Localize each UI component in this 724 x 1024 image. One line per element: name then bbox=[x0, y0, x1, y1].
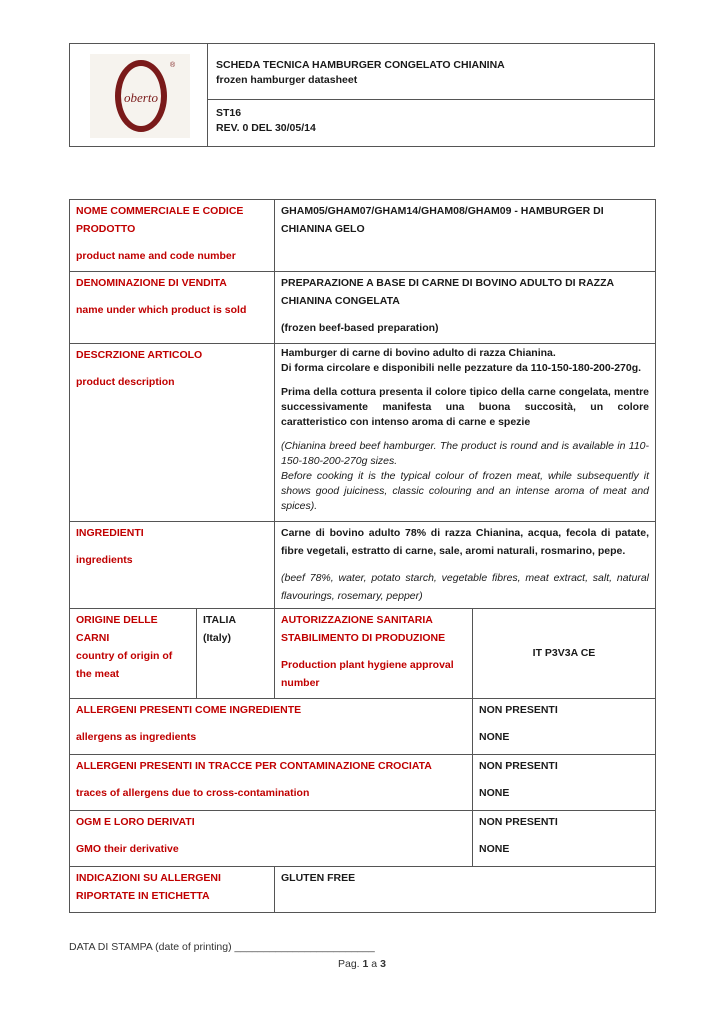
gmo-value-it: NON PRESENTI bbox=[479, 816, 558, 828]
print-date-line: DATA DI STAMPA (date of printing) ________________________ bbox=[69, 941, 375, 953]
row-product-name bbox=[70, 200, 656, 272]
description-label-en: product description bbox=[76, 376, 175, 388]
description-english-1: (Chianina breed beef hamburger. The product is round and is available in 110-150-180-200-270g sizes. bbox=[281, 440, 649, 467]
registered-mark: ® bbox=[170, 62, 176, 69]
row-description bbox=[70, 344, 656, 522]
allergens-label-it: ALLERGENI PRESENTI COME INGREDIENTE bbox=[76, 704, 302, 716]
row-sale-name bbox=[70, 272, 656, 344]
document-revision: REV. 0 DEL 30/05/14 bbox=[216, 121, 316, 134]
origin-label-en: country of origin of the meat bbox=[76, 650, 173, 680]
gmo-label-en: GMO their derivative bbox=[76, 843, 179, 855]
sale-name-value-en: (frozen beef-based preparation) bbox=[281, 322, 439, 334]
row-allergens bbox=[70, 699, 656, 755]
ingredients-label-en: ingredients bbox=[76, 554, 133, 566]
sale-name-label-en: name under which product is sold bbox=[76, 304, 247, 316]
allergens-value-it: NON PRESENTI bbox=[479, 704, 558, 716]
row-ingredients bbox=[70, 522, 656, 609]
allergens-value-en: NONE bbox=[479, 731, 510, 743]
description-line-1: Hamburger di carne di bovino adulto di razza Chianina. bbox=[281, 347, 556, 359]
row-traces bbox=[70, 755, 656, 811]
title-english: frozen hamburger datasheet bbox=[216, 74, 358, 86]
ingredients-value-en: (beef 78%, water, potato starch, vegetable fibres, meat extract, salt, natural flavourings, rosemary, pepper) bbox=[281, 572, 649, 602]
row-origin bbox=[70, 609, 656, 699]
page-prefix: Pag. bbox=[338, 958, 360, 970]
label-indications-label: INDICAZIONI SU ALLERGENI RIPORTATE IN ETICHETTA bbox=[76, 872, 221, 902]
product-name-label-en: product name and code number bbox=[76, 250, 236, 262]
header-title-cell bbox=[208, 44, 654, 100]
title-italian: SCHEDA TECNICA HAMBURGER CONGELATO CHIANINA bbox=[216, 59, 505, 71]
description-english-2: Before cooking it is the typical colour of frozen meat, while subsequently it shows good juiciness, classic colouring and an intense aroma of meat and spices). bbox=[281, 470, 649, 512]
approval-number: IT P3V3A CE bbox=[532, 647, 596, 659]
approval-label-en: Production plant hygiene approval number bbox=[281, 659, 454, 689]
ingredients-value-it: Carne di bovino adulto 78% di razza Chianina, acqua, fecola di patate, fibre vegetali, estratto di carne, sale, aromi naturali, rosmarino, pepe. bbox=[281, 527, 649, 557]
description-paragraph-2: Prima della cottura presenta il colore tipico della carne congelata, mentre successivamente manifesta una buona succosità, un colore caratteristico con intenso aroma di carne e spezie bbox=[281, 386, 649, 428]
product-name-value: GHAM05/GHAM07/GHAM14/GHAM08/GHAM09 - HAMBURGER DI CHIANINA GELO bbox=[281, 205, 604, 235]
logo-text: oberto bbox=[124, 90, 158, 105]
traces-value-it: NON PRESENTI bbox=[479, 760, 558, 772]
sale-name-label-it: DENOMINAZIONE DI VENDITA bbox=[76, 277, 227, 289]
header-revision-cell bbox=[208, 100, 654, 147]
document-code: ST16 bbox=[216, 106, 242, 119]
traces-label-en: traces of allergens due to cross-contamination bbox=[76, 787, 310, 799]
origin-label-it: ORIGINE DELLE CARNI bbox=[76, 614, 158, 644]
spec-table bbox=[69, 199, 656, 913]
row-label-indications bbox=[70, 867, 656, 913]
origin-country-en: (Italy) bbox=[203, 632, 232, 644]
approval-label-it: AUTORIZZAZIONE SANITARIA STABILIMENTO DI PRODUZIONE bbox=[281, 614, 446, 644]
gmo-value-en: NONE bbox=[479, 843, 510, 855]
origin-country-it: ITALIA bbox=[203, 614, 237, 626]
label-indications-value: GLUTEN FREE bbox=[281, 872, 356, 884]
document-header bbox=[69, 43, 655, 147]
ingredients-label-it: INGREDIENTI bbox=[76, 527, 144, 539]
description-line-2: Di forma circolare e disponibili nelle pezzature da 110-150-180-200-270g. bbox=[281, 362, 642, 374]
row-gmo bbox=[70, 811, 656, 867]
page-total: 3 bbox=[380, 958, 386, 970]
page-separator: a bbox=[371, 958, 378, 970]
allergens-label-en: allergens as ingredients bbox=[76, 731, 197, 743]
page-current: 1 bbox=[362, 958, 369, 970]
sale-name-value-it: PREPARAZIONE A BASE DI CARNE DI BOVINO ADULTO DI RAZZA CHIANINA CONGELATA bbox=[281, 277, 614, 307]
traces-value-en: NONE bbox=[479, 787, 510, 799]
logo-cell bbox=[70, 44, 208, 146]
gmo-label-it: OGM E LORO DERIVATI bbox=[76, 816, 195, 828]
traces-label-it: ALLERGENI PRESENTI IN TRACCE PER CONTAMINAZIONE CROCIATA bbox=[76, 760, 432, 772]
product-name-label-it: NOME COMMERCIALE E CODICE PRODOTTO bbox=[76, 205, 244, 235]
description-label-it: DESCRZIONE ARTICOLO bbox=[76, 349, 203, 361]
company-logo bbox=[90, 54, 190, 138]
page-number bbox=[338, 958, 386, 970]
